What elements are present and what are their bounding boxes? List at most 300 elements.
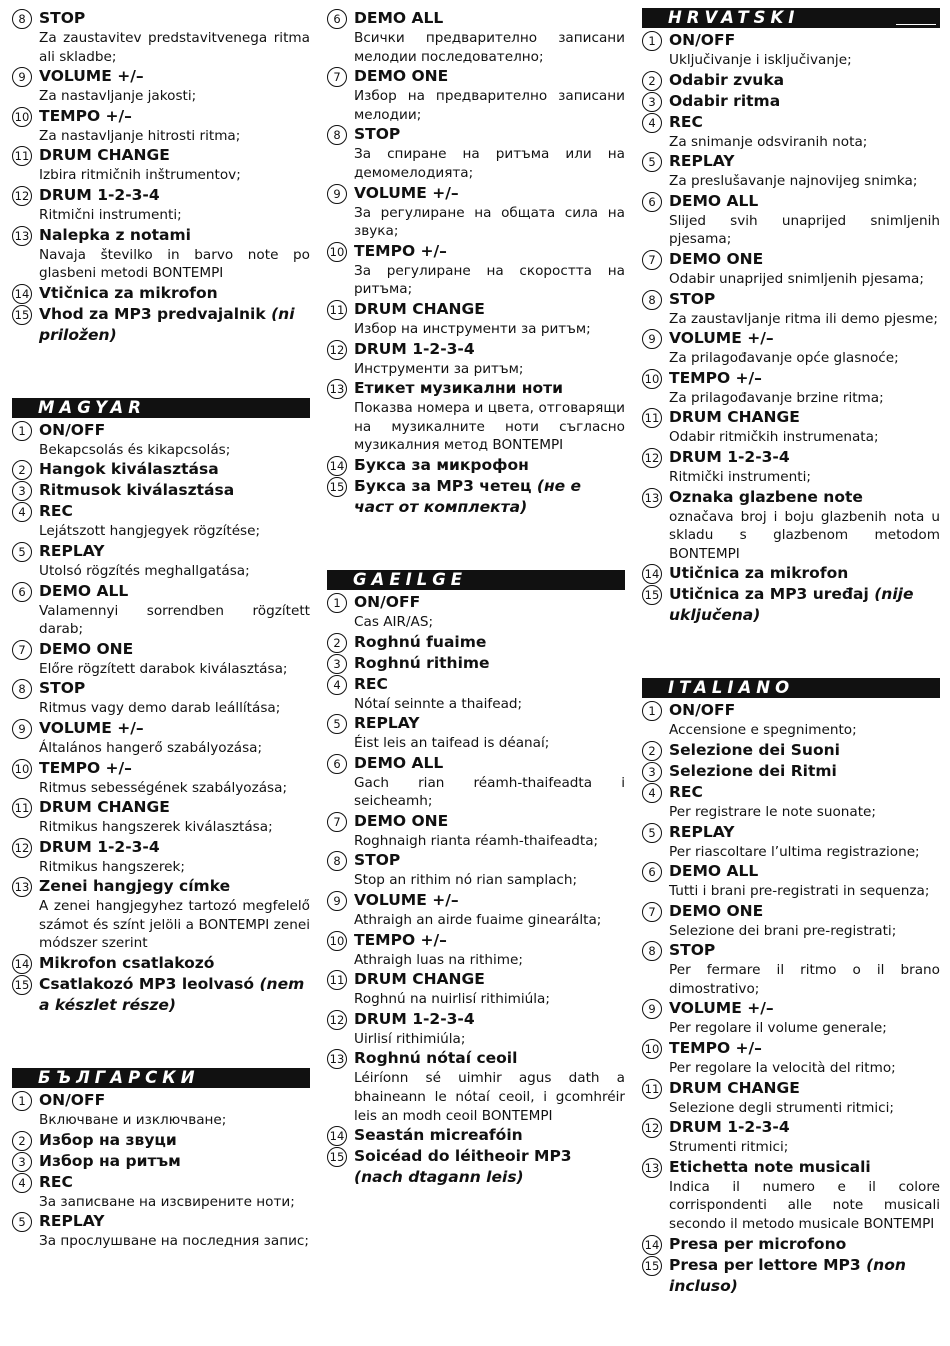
circled-number: 8 xyxy=(12,679,32,699)
item-title xyxy=(39,876,310,897)
list-item xyxy=(642,151,940,191)
circled-number: 2 xyxy=(12,1131,32,1151)
circled-number: 7 xyxy=(642,250,662,270)
item-description: Valamennyi sorrendben rögzített darab; xyxy=(39,602,310,638)
item-title-text: VOLUME +/– xyxy=(354,183,459,202)
list-item xyxy=(12,459,310,480)
item-title-text: ON/OFF xyxy=(669,31,736,49)
item-title-text: DRUM CHANGE xyxy=(39,798,170,817)
item-description: Всички предварително записани мелодии последователно; xyxy=(354,30,625,65)
item-title-text: STOP xyxy=(39,9,86,27)
list-item xyxy=(12,8,310,66)
circled-number: 9 xyxy=(12,67,32,87)
item-title xyxy=(354,890,625,911)
item-description: Ritmikus hangszerek kiválasztása; xyxy=(39,819,273,836)
circled-number: 9 xyxy=(327,184,347,204)
circled-number: 14 xyxy=(327,456,347,476)
circled-number: 1 xyxy=(12,1091,32,1111)
item-title xyxy=(669,151,940,172)
item-title xyxy=(669,407,940,428)
item-title xyxy=(669,1078,940,1099)
circled-number: 11 xyxy=(642,408,662,428)
circled-number: 2 xyxy=(12,460,32,480)
item-title-text: Soicéad do léitheoir MP3 xyxy=(354,1147,572,1166)
item-title xyxy=(669,1234,940,1255)
circled-number: 4 xyxy=(12,502,32,522)
item-description: Включване и изключване; xyxy=(39,1112,227,1129)
circled-number: 15 xyxy=(12,305,32,325)
item-title xyxy=(354,124,625,145)
circled-number: 11 xyxy=(12,146,32,166)
list-item xyxy=(642,328,940,368)
item-title xyxy=(39,304,310,346)
circled-number: 4 xyxy=(642,113,662,133)
item-title xyxy=(39,758,310,779)
item-description: За регулиране на общата сила на звука; xyxy=(354,204,625,240)
item-title xyxy=(354,339,625,360)
circled-number: 14 xyxy=(12,954,32,974)
list-item xyxy=(12,66,310,106)
item-title xyxy=(669,289,940,310)
item-title xyxy=(354,811,625,832)
circled-number: 4 xyxy=(12,1173,32,1193)
item-title-text: DEMO ALL xyxy=(354,9,444,27)
circled-number: 8 xyxy=(327,851,347,871)
circled-number: 6 xyxy=(642,192,662,212)
item-title-text: Roghnú nótaí ceoil xyxy=(354,1049,518,1068)
section-heading-text: GAEILGE xyxy=(353,569,468,589)
item-title-text: DRUM CHANGE xyxy=(354,970,485,989)
item-title xyxy=(39,501,310,522)
circled-number: 9 xyxy=(642,999,662,1019)
circled-number: 7 xyxy=(327,67,347,87)
item-title xyxy=(669,70,940,91)
item-title-text: Nalepka z notami xyxy=(39,225,191,244)
item-description: Athraigh an airde fuaime ginearálta; xyxy=(354,912,602,929)
circled-number: 8 xyxy=(642,290,662,310)
list-item xyxy=(642,782,940,822)
circled-number: 11 xyxy=(12,798,32,818)
item-title-text: DRUM 1-2-3-4 xyxy=(669,447,790,466)
circled-number: 8 xyxy=(12,9,32,29)
item-title xyxy=(669,740,940,761)
item-title-text: Zenei hangjegy címke xyxy=(39,877,231,896)
item-title-text: REPLAY xyxy=(39,1212,105,1231)
list-item xyxy=(12,1130,310,1151)
item-description: Za nastavljanje jakosti; xyxy=(39,88,197,105)
item-title xyxy=(354,66,625,87)
item-title-text: DRUM 1-2-3-4 xyxy=(39,837,160,856)
item-title-text: Csatlakozó MP3 leolvasó xyxy=(39,975,255,994)
list-item xyxy=(327,1009,625,1049)
item-title-text: REC xyxy=(669,782,703,801)
circled-number: 3 xyxy=(12,1152,32,1172)
list-item xyxy=(327,653,625,674)
list-item xyxy=(642,249,940,289)
item-title-text: Selezione dei Ritmi xyxy=(669,761,837,780)
item-note: (не е част от комплекта) xyxy=(354,476,582,516)
item-title-text: TEMPO +/– xyxy=(39,106,132,125)
item-title xyxy=(669,487,940,508)
list-item xyxy=(12,283,310,304)
item-title xyxy=(669,1157,940,1178)
circled-number: 5 xyxy=(12,1212,32,1232)
item-title xyxy=(669,368,940,389)
circled-number: 15 xyxy=(642,1256,662,1276)
item-description: Athraigh luas na rithime; xyxy=(354,951,523,968)
item-title-text: Избор на ритъм xyxy=(39,1151,181,1170)
item-description: Strumenti ritmici; xyxy=(669,1139,789,1156)
heading-underline xyxy=(896,24,936,25)
list-item xyxy=(12,718,310,758)
list-item xyxy=(12,501,310,541)
item-title xyxy=(39,66,310,87)
item-title xyxy=(39,1090,310,1111)
item-title-text: Odabir ritma xyxy=(669,91,781,110)
item-title xyxy=(354,653,625,674)
item-title xyxy=(669,1038,940,1059)
list-item xyxy=(327,241,625,299)
item-title xyxy=(354,8,625,29)
circled-number: 3 xyxy=(642,92,662,112)
circled-number: 5 xyxy=(12,542,32,562)
item-title-text: VOLUME +/– xyxy=(39,67,144,86)
item-note: (nach dtagann leis) xyxy=(354,1168,524,1187)
item-title xyxy=(354,1009,625,1030)
item-title-text: DRUM CHANGE xyxy=(354,299,485,318)
item-description: Accensione e spegnimento; xyxy=(669,722,857,739)
item-title-text: REC xyxy=(669,112,703,131)
item-title xyxy=(39,225,310,246)
list-item xyxy=(12,1211,310,1251)
list-item xyxy=(327,8,625,66)
item-title-text: DEMO ALL xyxy=(669,191,759,210)
circled-number: 3 xyxy=(327,654,347,674)
item-title-text: DRUM 1-2-3-4 xyxy=(669,1118,790,1137)
item-description: Slijed svih unaprijed snimljenih pjesama; xyxy=(669,212,940,248)
circled-number: 13 xyxy=(327,379,347,399)
section-heading-text: HRVATSKI xyxy=(668,8,800,27)
list-item xyxy=(642,112,940,152)
item-title-text: STOP xyxy=(669,289,716,308)
item-title-text: Mikrofon csatlakozó xyxy=(39,954,215,973)
list-item xyxy=(642,1117,940,1157)
item-description: Előre rögzített darabok kiválasztása; xyxy=(39,660,288,677)
circled-number: 10 xyxy=(12,107,32,127)
list-item xyxy=(12,1090,310,1130)
item-title xyxy=(39,185,310,206)
list-item xyxy=(327,674,625,714)
list-item xyxy=(327,124,625,182)
section-heading xyxy=(327,570,625,590)
item-description: Per registrare le note suonate; xyxy=(669,803,876,820)
item-title xyxy=(669,112,940,133)
item-description: Odabir unaprijed snimljenih pjesama; xyxy=(669,270,924,287)
circled-number: 12 xyxy=(327,340,347,360)
item-title-text: REC xyxy=(39,502,73,521)
circled-number: 14 xyxy=(642,1235,662,1255)
item-title-text: REPLAY xyxy=(669,822,735,841)
list-item xyxy=(327,713,625,753)
item-title-text: Етикет музикални ноти xyxy=(354,379,563,398)
circled-number: 1 xyxy=(642,701,662,721)
circled-number: 10 xyxy=(642,369,662,389)
item-title xyxy=(354,378,625,399)
item-title xyxy=(354,674,625,695)
item-description: За спиране на ритъма или на демомелодията; xyxy=(354,146,625,181)
list-item xyxy=(327,850,625,890)
circled-number: 8 xyxy=(327,125,347,145)
item-title-text: DRUM 1-2-3-4 xyxy=(354,1009,475,1028)
circled-number: 5 xyxy=(642,823,662,843)
item-description: Ritmus vagy demo darab leállítása; xyxy=(39,700,281,717)
item-title-text: REPLAY xyxy=(669,152,735,171)
circled-number: 13 xyxy=(327,1049,347,1069)
item-title xyxy=(669,191,940,212)
item-title-text: Oznaka glazbene note xyxy=(669,487,863,506)
circled-number: 14 xyxy=(642,564,662,584)
circled-number: 5 xyxy=(327,714,347,734)
item-description: Selezione dei brani pre-registrati; xyxy=(669,922,897,939)
list-item xyxy=(12,541,310,581)
circled-number: 3 xyxy=(642,762,662,782)
circled-number: 9 xyxy=(12,719,32,739)
list-item xyxy=(642,191,940,249)
item-title xyxy=(354,241,625,262)
list-item xyxy=(12,837,310,877)
section-heading xyxy=(12,1068,310,1088)
item-title-text: Roghnú rithime xyxy=(354,653,490,672)
list-item xyxy=(642,1078,940,1118)
circled-number: 3 xyxy=(12,481,32,501)
item-title-text: STOP xyxy=(354,125,401,144)
list-item xyxy=(642,407,940,447)
circled-number: 10 xyxy=(642,1039,662,1059)
list-item xyxy=(327,1048,625,1125)
section-heading xyxy=(642,8,940,28)
list-item xyxy=(327,890,625,930)
item-title xyxy=(354,1125,625,1146)
item-title xyxy=(354,476,625,518)
item-title xyxy=(354,1048,625,1069)
item-title xyxy=(354,632,625,653)
item-description: Избор на инструменти за ритъм; xyxy=(354,320,591,337)
item-title-text: Букса за MP3 четец xyxy=(354,476,532,495)
list-item xyxy=(327,930,625,970)
item-title-text: DEMO ALL xyxy=(354,753,444,772)
item-description: Za nastavljanje hitrosti ritma; xyxy=(39,127,241,144)
item-title-text: DEMO ONE xyxy=(354,67,449,86)
item-description: Per regolare il volume generale; xyxy=(669,1020,887,1037)
item-title xyxy=(669,700,940,721)
circled-number: 14 xyxy=(327,1126,347,1146)
circled-number: 2 xyxy=(642,741,662,761)
item-title xyxy=(39,480,310,501)
item-title-text: Vhod za MP3 predvajalnik xyxy=(39,304,266,323)
item-description: Selezione degli strumenti ritmici; xyxy=(669,1099,894,1116)
list-item xyxy=(12,974,310,1016)
list-item xyxy=(327,1125,625,1146)
column-3 xyxy=(642,8,940,1297)
column-1 xyxy=(12,8,310,1251)
circled-number: 12 xyxy=(327,1010,347,1030)
item-title xyxy=(669,901,940,922)
list-item xyxy=(12,304,310,346)
list-item xyxy=(12,876,310,953)
item-title-text: TEMPO +/– xyxy=(354,930,447,949)
item-title xyxy=(669,447,940,468)
circled-number: 9 xyxy=(327,891,347,911)
circled-number: 7 xyxy=(12,640,32,660)
item-title-text: Vtičnica za mikrofon xyxy=(39,283,218,302)
item-title-text: TEMPO +/– xyxy=(39,758,132,777)
item-title xyxy=(39,283,310,304)
list-item xyxy=(642,91,940,112)
item-description: Ritmus sebességének szabályozása; xyxy=(39,779,288,796)
item-description: Uirlisí rithimiúla; xyxy=(354,1030,466,1047)
item-title xyxy=(39,1172,310,1193)
item-description: Izbira ritmičnih inštrumentov; xyxy=(39,167,241,184)
item-description: Roghnaigh rianta réamh-thaifeadta; xyxy=(354,832,599,849)
item-title-text: Ritmusok kiválasztása xyxy=(39,481,235,500)
list-item xyxy=(12,1151,310,1172)
item-description: Za zaustavljanje ritma ili demo pjesme; xyxy=(669,310,938,327)
section-heading-text: ITALIANO xyxy=(668,678,795,698)
list-item xyxy=(12,581,310,639)
circled-number: 13 xyxy=(642,488,662,508)
list-item xyxy=(642,70,940,91)
item-description: Za snimanje odsviranih nota; xyxy=(669,133,868,150)
item-title-text: Избор на звуци xyxy=(39,1130,177,1149)
circled-number: 7 xyxy=(642,902,662,922)
item-title xyxy=(39,145,310,166)
item-title xyxy=(354,455,625,476)
item-title xyxy=(39,420,310,441)
item-description: Gach rian réamh-thaifeadta i seicheamh; xyxy=(354,774,625,810)
item-title-text: Hangok kiválasztása xyxy=(39,460,219,479)
item-title-text: Odabir zvuka xyxy=(669,70,785,89)
item-title-text: TEMPO +/– xyxy=(669,368,762,387)
item-description: Tutti i brani pre-registrati in sequenza; xyxy=(669,883,930,900)
item-title xyxy=(669,998,940,1019)
item-title xyxy=(39,974,310,1016)
list-item xyxy=(327,455,625,476)
list-item xyxy=(327,66,625,124)
section-heading-text: БЪЛГАРСКИ xyxy=(38,1068,200,1088)
circled-number: 12 xyxy=(12,186,32,206)
item-title-text: REPLAY xyxy=(354,714,420,733)
item-title-text: Utičnica za mikrofon xyxy=(669,564,849,583)
item-title xyxy=(354,969,625,990)
item-note: (ni priložen) xyxy=(39,304,295,344)
item-description: За записване на изсвирените ноти; xyxy=(39,1193,295,1210)
item-title-text: DEMO ONE xyxy=(39,639,134,658)
item-title xyxy=(39,797,310,818)
item-title xyxy=(669,563,940,584)
list-item xyxy=(327,378,625,455)
list-item xyxy=(12,758,310,798)
item-title xyxy=(354,183,625,204)
item-title-text: VOLUME +/– xyxy=(39,718,144,737)
circled-number: 6 xyxy=(327,754,347,774)
item-title-text: Presa per microfono xyxy=(669,1234,847,1253)
item-title-text: DEMO ONE xyxy=(354,811,449,830)
item-title-text: STOP xyxy=(354,851,401,870)
circled-number: 13 xyxy=(12,226,32,246)
list-item xyxy=(642,901,940,941)
circled-number: 5 xyxy=(642,152,662,172)
circled-number: 12 xyxy=(12,838,32,858)
list-item xyxy=(327,811,625,851)
list-item xyxy=(642,584,940,626)
item-title-text: DRUM CHANGE xyxy=(39,146,170,165)
item-title xyxy=(354,1146,625,1188)
item-title-text: TEMPO +/– xyxy=(354,241,447,260)
circled-number: 15 xyxy=(327,1147,347,1167)
item-title-text: DEMO ONE xyxy=(669,249,764,268)
item-title-text: VOLUME +/– xyxy=(669,329,774,348)
item-title-text: DRUM 1-2-3-4 xyxy=(354,339,475,358)
item-title xyxy=(669,1255,940,1297)
item-title-text: Букса за микрофон xyxy=(354,455,529,474)
item-description: Ritmikus hangszerek; xyxy=(39,858,185,875)
item-description: Избор на предварително записани мелодии; xyxy=(354,88,625,123)
item-title xyxy=(39,106,310,127)
item-title xyxy=(39,1130,310,1151)
item-description: Per riascoltare l’ultima registrazione; xyxy=(669,843,920,860)
item-title xyxy=(39,1211,310,1232)
item-title xyxy=(669,861,940,882)
item-title-text: ON/OFF xyxy=(669,701,736,720)
item-description: Utolsó rögzítés meghallgatása; xyxy=(39,562,250,579)
list-item xyxy=(12,106,310,146)
circled-number: 2 xyxy=(642,71,662,91)
item-title-text: STOP xyxy=(39,679,86,698)
item-description: Navaja številko in barvo note po glasbeni metodi BONTEMPI xyxy=(39,246,310,282)
item-description: Általános hangerő szabályozása; xyxy=(39,739,263,756)
item-description: Léiríonn sé uimhir agus dath a bhaineann le nótaí ceoil, i gcomhréir leis an modh ceoil BONTEMPI xyxy=(354,1070,625,1124)
item-title-text: STOP xyxy=(669,941,716,960)
circled-number: 8 xyxy=(642,941,662,961)
list-item xyxy=(642,30,940,70)
item-title-text: Selezione dei Suoni xyxy=(669,740,840,759)
item-title-text: Etichetta note musicali xyxy=(669,1157,871,1176)
item-title xyxy=(669,782,940,803)
item-title xyxy=(39,8,310,29)
section-heading xyxy=(642,678,940,698)
circled-number: 13 xyxy=(12,877,32,897)
item-title xyxy=(669,30,940,51)
list-item xyxy=(642,563,940,584)
item-note: (non incluso) xyxy=(669,1255,906,1295)
list-item xyxy=(327,183,625,241)
item-title xyxy=(354,592,625,613)
item-description: Показва номера и цвета, отговарящи на музикалните ноти съгласно музикалния метод BONTEMPI xyxy=(354,400,625,454)
list-item xyxy=(642,740,940,761)
list-item xyxy=(327,339,625,379)
item-title-text: Utičnica za MP3 uređaj xyxy=(669,585,869,604)
item-title xyxy=(39,953,310,974)
item-title xyxy=(669,1117,940,1138)
item-title xyxy=(669,249,940,270)
circled-number: 14 xyxy=(12,284,32,304)
circled-number: 11 xyxy=(327,300,347,320)
item-title-text: DEMO ALL xyxy=(39,581,129,600)
item-title xyxy=(354,930,625,951)
item-description: Roghnú na nuirlisí rithimiúla; xyxy=(354,991,550,1008)
item-description: Ritmički instrumenti; xyxy=(669,468,811,485)
circled-number: 2 xyxy=(327,633,347,653)
